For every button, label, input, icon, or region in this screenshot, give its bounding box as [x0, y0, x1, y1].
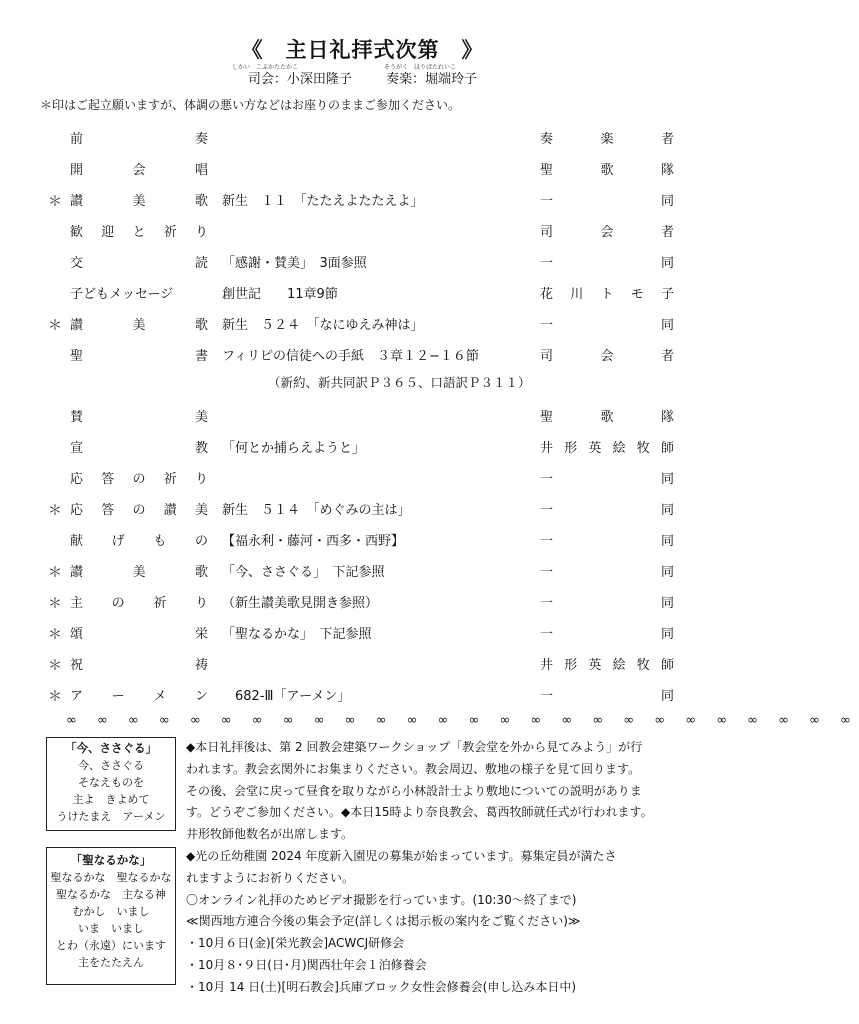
bible-reference: （新約、新共同訳Ｐ３６５、口語訳Ｐ３１１） — [268, 375, 531, 390]
presider-name: 小深田隆子 — [286, 72, 352, 87]
announcement-line: われます。教会玄関外にお集まりください。教会周辺、敷地の様子を見て回ります。 — [186, 761, 641, 776]
responsible-char: 者 — [660, 349, 674, 364]
order-item-char: 交 — [70, 256, 84, 271]
order-row — [0, 559, 725, 581]
order-item — [70, 499, 208, 518]
order-item — [70, 128, 208, 147]
standing-mark: ＊ — [48, 658, 62, 674]
order-item-char: 迎 — [101, 225, 115, 240]
order-item-char: 美 — [132, 318, 146, 333]
responsible-char: 楽 — [600, 132, 614, 147]
order-item-char: 宣 — [70, 441, 84, 456]
order-item-char: り — [194, 472, 208, 487]
order-row — [0, 683, 725, 705]
order-item-char: 美 — [132, 194, 146, 209]
standing-mark: ＊ — [48, 194, 62, 210]
organist-label: 奏楽： — [386, 72, 426, 87]
standing-mark: ＊ — [48, 596, 62, 612]
order-item-char: 賛 — [70, 410, 84, 425]
order-item — [70, 592, 208, 611]
order-item — [70, 530, 208, 549]
order-description: 「何とか捕らえようと」 — [222, 441, 366, 456]
lyric-line: いま いまし — [78, 922, 144, 935]
responsible-char: 絵 — [612, 441, 626, 456]
responsible-char: 聖 — [540, 410, 554, 425]
order-item — [70, 685, 208, 704]
order-responsible — [540, 128, 674, 147]
announcement-line: ・10月６日(金)[栄光教会]ACWCJ研修会 — [186, 936, 405, 951]
box-title: 「今、ささぐる」 — [65, 741, 157, 755]
responsible-char: 一 — [540, 627, 554, 642]
responsible-char: 一 — [540, 194, 554, 209]
responsible-char: 同 — [660, 194, 674, 209]
order-item-char: 讃 — [70, 194, 84, 209]
lyric-line: そなえものを — [78, 776, 144, 789]
order-item-char: も — [153, 534, 167, 549]
order-description: 「聖なるかな」 下記参照 — [222, 627, 372, 642]
order-item-char: 前 — [70, 132, 84, 147]
lyric-line: とわ（永遠）にいます — [56, 939, 166, 952]
order-item-char: 讃 — [163, 503, 177, 518]
order-item-char: 応 — [70, 503, 84, 518]
responsible-char: 同 — [660, 318, 674, 333]
order-item-char: の — [194, 534, 208, 549]
order-row — [0, 528, 725, 550]
order-item-char: 栄 — [194, 627, 208, 642]
order-item — [70, 283, 208, 302]
responsible-char: 一 — [540, 256, 554, 271]
order-responsible — [540, 654, 674, 673]
announcement-line: れますようにお祈りください。 — [186, 870, 355, 885]
lyric-line: 主よ きよめて — [72, 793, 150, 806]
responsible-char: 師 — [660, 658, 674, 673]
responsible-char: 者 — [660, 132, 674, 147]
announcement-line: ◆本日礼拝後は、第 2 回教会建築ワークショップ「教会堂を外から見てみよう」が行 — [186, 740, 643, 754]
responsible-char: 隊 — [660, 410, 674, 425]
order-item-char: り — [194, 596, 208, 611]
order-responsible — [540, 561, 674, 580]
responsible-char: 英 — [588, 441, 602, 456]
box-title: 「聖なるかな」 — [70, 853, 152, 867]
responsible-char: 同 — [660, 565, 674, 580]
standing-mark: ＊ — [48, 565, 62, 581]
order-item — [70, 345, 208, 364]
responsible-char: 隊 — [660, 163, 674, 178]
announcement-line: ・10月８･９日(日･月)関西壮年会１泊修養会 — [186, 957, 427, 972]
order-item — [70, 221, 208, 240]
order-item — [70, 190, 208, 209]
order-item-char: メ — [153, 689, 167, 704]
responsible-char: 絵 — [612, 658, 626, 673]
responsible-char: 歌 — [600, 163, 614, 178]
standing-mark: ＊ — [48, 318, 62, 334]
responsible-char: ト — [600, 287, 614, 302]
announcement-line: その後、会堂に戻って昼食を取りながら小林設計士より敷地についての説明がありま — [186, 783, 642, 798]
service-leaders — [0, 68, 725, 87]
order-responsible — [540, 159, 674, 178]
responsible-char: 形 — [564, 658, 578, 673]
responsible-char: 一 — [540, 565, 554, 580]
responsible-char: 師 — [660, 441, 674, 456]
order-row — [0, 188, 725, 210]
order-item-char: と — [132, 225, 146, 240]
order-row — [0, 497, 725, 519]
page-title: 《 主日礼拝式次第 》 — [241, 38, 484, 62]
responsible-char: 者 — [660, 225, 674, 240]
decorative-divider: ∞ ∞ ∞ ∞ ∞ ∞ ∞ ∞ ∞ ∞ ∞ ∞ ∞ ∞ ∞ ∞ ∞ ∞ ∞ ∞ ∞ ∞ ∞ ∞ ∞ ∞ — [66, 713, 859, 728]
order-responsible — [540, 314, 674, 333]
order-row — [0, 652, 725, 674]
order-item-char: 献 — [70, 534, 84, 549]
order-responsible — [540, 499, 674, 518]
responsible-char: 聖 — [540, 163, 554, 178]
order-description: 新生 ５２４ 「なにゆえみ神は」 — [222, 318, 424, 333]
order-row — [0, 250, 725, 272]
announcements — [186, 737, 696, 999]
responsible-char: 司 — [540, 225, 554, 240]
order-description: 新生 ５１４ 「めぐみの主は」 — [222, 503, 411, 518]
order-item-char: り — [194, 225, 208, 240]
order-item-char: 歓 — [70, 225, 84, 240]
order-item-char: 美 — [132, 565, 146, 580]
lyric-line: 聖なるかな 主なる神 — [56, 888, 166, 901]
standing-mark: ＊ — [48, 627, 62, 643]
order-item-char: 会 — [132, 163, 146, 178]
order-responsible — [540, 190, 674, 209]
order-item-char: 讃 — [70, 318, 84, 333]
responsible-char: 一 — [540, 318, 554, 333]
order-row — [0, 404, 725, 426]
order-row — [0, 621, 725, 643]
order-responsible — [540, 221, 674, 240]
order-description: 「感謝・賛美」 3面参照 — [222, 256, 367, 271]
organist-name: 堀端玲子 — [425, 72, 478, 87]
order-description: フィリピの信徒への手紙 ３章１２−１６節 — [222, 349, 479, 364]
responsible-char: 同 — [660, 534, 674, 549]
responsible-char: 形 — [564, 441, 578, 456]
order-description: 682-Ⅲ「アーメン」 — [222, 689, 351, 704]
order-item-char: 祷 — [194, 658, 208, 673]
order-item-char: 読 — [194, 256, 208, 271]
responsible-char: 奏 — [540, 132, 554, 147]
order-responsible — [540, 406, 674, 425]
order-item-char: 祈 — [163, 472, 177, 487]
order-item-char: 美 — [194, 410, 208, 425]
order-item — [70, 468, 208, 487]
order-responsible — [540, 345, 674, 364]
lyric-line: うけたまえ アーメン — [56, 810, 166, 823]
order-item-char: 聖 — [70, 349, 84, 364]
order-item-char: の — [132, 503, 146, 518]
responsible-char: 歌 — [600, 410, 614, 425]
responsible-char: 一 — [540, 472, 554, 487]
order-item — [70, 314, 208, 333]
order-item-char: 主 — [70, 596, 84, 611]
order-item-char: 祝 — [70, 658, 84, 673]
order-item-char: 書 — [194, 349, 208, 364]
order-item — [70, 561, 208, 580]
announcement-line: ◆光の丘幼稚園 2024 年度新入園児の募集が始まっています。募集定員が満たさ — [186, 848, 617, 863]
responsible-char: 一 — [540, 596, 554, 611]
order-row — [0, 281, 725, 303]
organist-ruby: そうがく ほりばたれいこ — [384, 64, 457, 71]
responsible-char: 一 — [540, 534, 554, 549]
responsible-char: 井 — [540, 658, 554, 673]
order-row — [0, 590, 725, 612]
order-item-char: 奏 — [194, 132, 208, 147]
order-item-char: の — [132, 472, 146, 487]
responsible-char: 牧 — [636, 441, 650, 456]
order-row — [0, 435, 725, 457]
order-item-char: ン — [194, 689, 208, 704]
order-item-char: 答 — [101, 503, 115, 518]
order-row — [0, 343, 725, 365]
responsible-char: 花 — [540, 287, 554, 302]
order-item-char: 唱 — [194, 163, 208, 178]
order-item-char: 讃 — [70, 565, 84, 580]
announcement-line: 井形牧師他数名が出席します。 — [186, 827, 354, 842]
order-item-char: 歌 — [194, 194, 208, 209]
responsible-char: 会 — [600, 225, 614, 240]
lyric-line: 今、ささぐる — [78, 759, 144, 772]
announcement-line: す。どうぞご参加ください。◆本日15時より奈良教会、葛西牧師就任式が行われます。 — [186, 805, 653, 820]
order-responsible — [540, 252, 674, 271]
responsible-char: 同 — [660, 689, 674, 704]
order-item — [70, 159, 208, 178]
order-item-char: 開 — [70, 163, 84, 178]
order-item-char: 祈 — [163, 225, 177, 240]
responsible-char: 同 — [660, 627, 674, 642]
order-item-char: 歌 — [194, 565, 208, 580]
order-item-char: 答 — [101, 472, 115, 487]
order-item-char: ア — [70, 689, 84, 704]
announcement-line: ・10月 14 日(土)[明石教会]兵庫ブロック女性会修養会(申し込み本日中) — [186, 979, 577, 994]
hymn-lyrics-box-1 — [46, 737, 176, 831]
order-description: 創世記 11章9節 — [222, 287, 338, 302]
lyric-line: 聖なるかな 聖なるかな — [50, 871, 172, 884]
order-responsible — [540, 468, 674, 487]
responsible-char: 井 — [540, 441, 554, 456]
standing-mark: ＊ — [48, 689, 62, 705]
order-item — [70, 623, 208, 642]
order-item-char: げ — [111, 534, 125, 549]
order-responsible — [540, 530, 674, 549]
order-item — [70, 654, 208, 673]
order-responsible — [540, 283, 674, 302]
order-row — [0, 157, 725, 179]
order-responsible — [540, 623, 674, 642]
responsible-char: 同 — [660, 596, 674, 611]
responsible-char: モ — [630, 287, 644, 302]
order-item-char: 頌 — [70, 627, 84, 642]
order-row — [0, 466, 725, 488]
hymn-lyrics-box-2 — [46, 847, 176, 985]
order-item-char: 美 — [194, 503, 208, 518]
order-item-char: の — [111, 596, 125, 611]
order-description: 新生 １１ 「たたえよたたえよ」 — [222, 194, 424, 209]
order-item-char: 応 — [70, 472, 84, 487]
responsible-char: 川 — [570, 287, 584, 302]
order-item-char: 祈 — [153, 596, 167, 611]
responsible-char: 同 — [660, 472, 674, 487]
order-row — [0, 126, 725, 148]
order-item-char: 子どもメッセージ — [70, 287, 174, 302]
order-responsible — [540, 592, 674, 611]
order-description: 「今、ささぐる」 下記参照 — [222, 565, 385, 580]
lyric-line: 主をたたえん — [78, 956, 144, 969]
order-description: 【福永利・藤河・西多・西野】 — [222, 534, 405, 549]
order-item-char: 教 — [194, 441, 208, 456]
responsible-char: 司 — [540, 349, 554, 364]
responsible-char: 同 — [660, 256, 674, 271]
responsible-char: 一 — [540, 503, 554, 518]
order-item — [70, 252, 208, 271]
responsible-char: 同 — [660, 503, 674, 518]
responsible-char: 牧 — [636, 658, 650, 673]
announcement-line: 〇オンライン礼拝のためビデオ撮影を行っています。(10:30〜終了まで) — [186, 892, 577, 907]
order-item-char: ー — [111, 689, 125, 704]
order-responsible — [540, 685, 674, 704]
responsible-char: 会 — [600, 349, 614, 364]
standing-note: ＊印はご起立願いますが、体調の悪い方などはお座りのままご参加ください。 — [40, 98, 461, 112]
responsible-char: 英 — [588, 658, 602, 673]
order-item — [70, 437, 208, 456]
lyric-line: むかし いまし — [72, 905, 150, 918]
order-row — [0, 219, 725, 241]
responsible-char: 一 — [540, 689, 554, 704]
responsible-char: 子 — [660, 287, 674, 302]
presider-ruby: しかい こぶかたたかこ — [232, 64, 299, 71]
standing-mark: ＊ — [48, 503, 62, 519]
presider-label: 司会： — [247, 72, 287, 87]
order-item-char: 歌 — [194, 318, 208, 333]
order-description: （新生讃美歌見開き参照） — [222, 596, 379, 611]
order-row — [0, 312, 725, 334]
order-item — [70, 406, 208, 425]
order-responsible — [540, 437, 674, 456]
announcement-line: ≪関西地方連合今後の集会予定(詳しくは掲示板の案内をご覧ください)≫ — [186, 914, 581, 929]
